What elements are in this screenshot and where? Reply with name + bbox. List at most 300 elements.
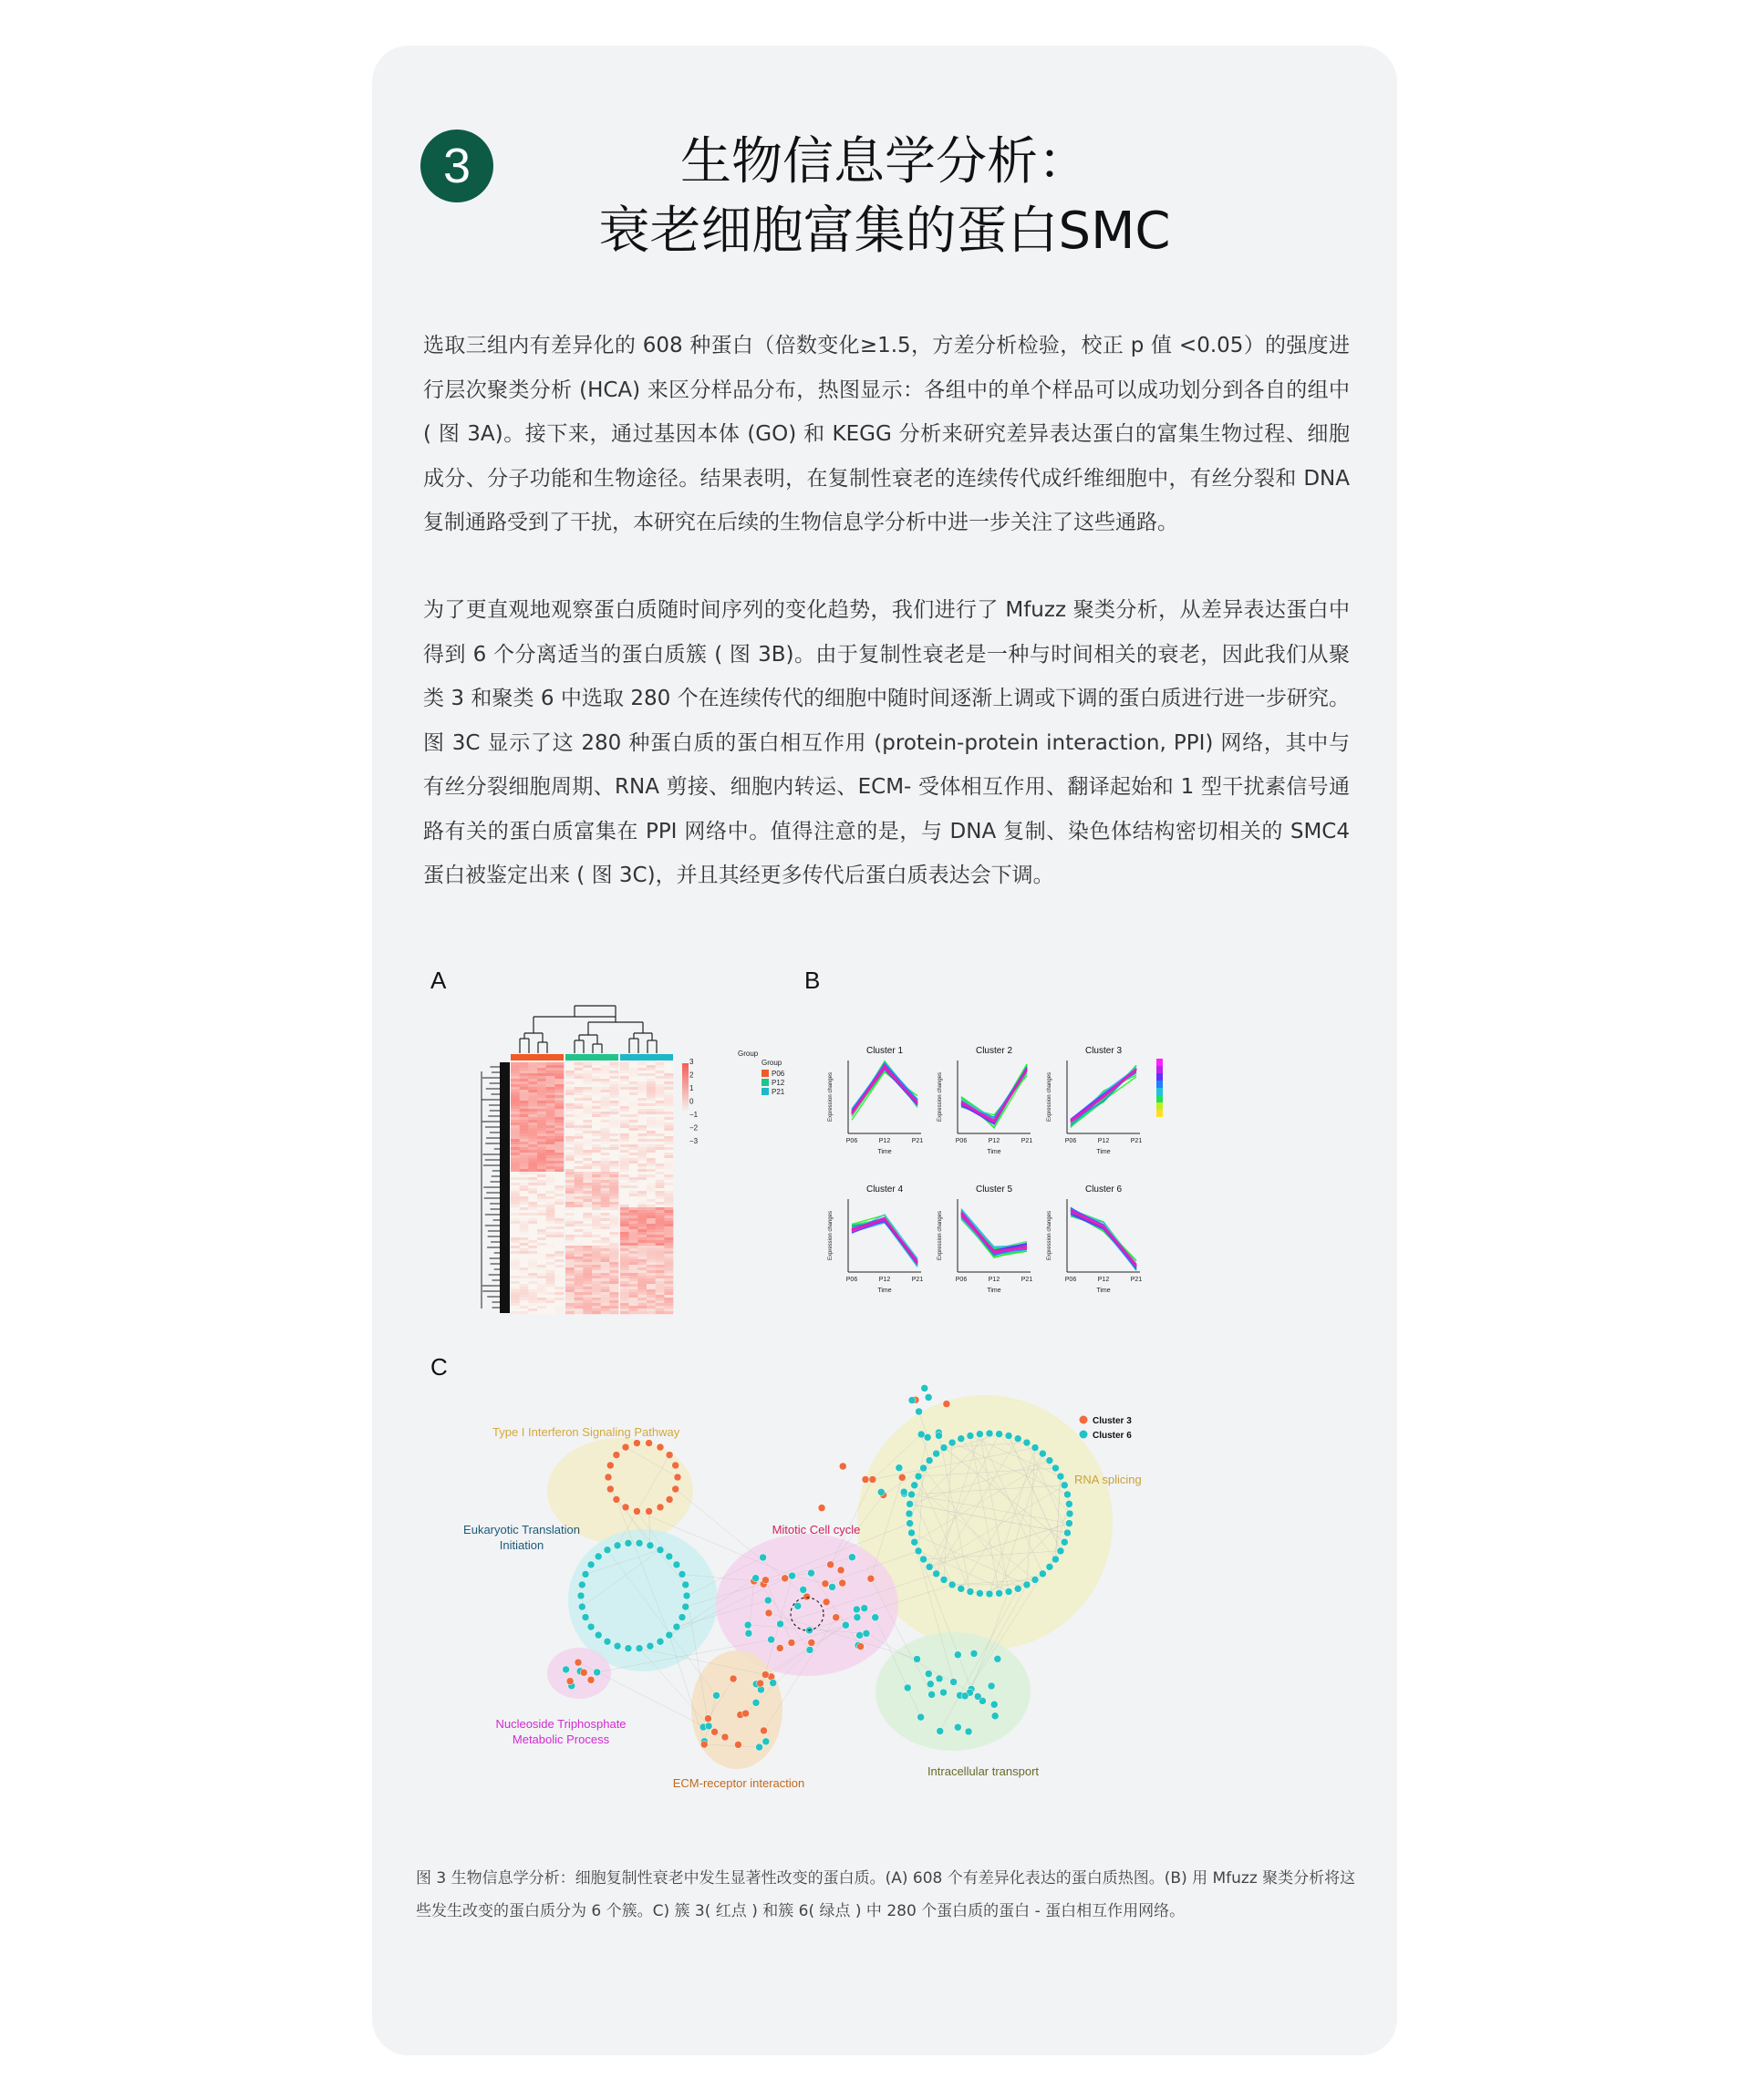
heatmap-cell bbox=[511, 1128, 520, 1131]
heatmap-cell bbox=[629, 1205, 638, 1207]
protein-node bbox=[990, 1701, 998, 1708]
heatmap-cell bbox=[592, 1166, 601, 1169]
heatmap-cell bbox=[664, 1213, 673, 1216]
heatmap-cell bbox=[520, 1185, 529, 1188]
heatmap-cell bbox=[546, 1235, 555, 1237]
heatmap-cell bbox=[565, 1229, 575, 1232]
heatmap-cell bbox=[537, 1276, 546, 1278]
cluster-panel-3 bbox=[1047, 1046, 1142, 1155]
heatmap-cell bbox=[528, 1081, 537, 1084]
heatmap-cell bbox=[537, 1292, 546, 1295]
protein-node bbox=[933, 1570, 940, 1578]
protein-node bbox=[657, 1443, 664, 1451]
heatmap-cell bbox=[647, 1095, 656, 1098]
heatmap-cell bbox=[575, 1081, 584, 1084]
heatmap-cell bbox=[629, 1199, 638, 1202]
heatmap-cell bbox=[647, 1229, 656, 1232]
heatmap-cell bbox=[629, 1079, 638, 1081]
heatmap-cell bbox=[620, 1265, 629, 1267]
heatmap-cell bbox=[554, 1237, 564, 1240]
cluster-member-line bbox=[961, 1071, 1027, 1122]
module-label: Type I Interferon Signaling Pathway bbox=[492, 1425, 680, 1439]
color-bar-step bbox=[1156, 1066, 1163, 1073]
heatmap-cell bbox=[656, 1071, 665, 1073]
protein-node bbox=[1023, 1439, 1031, 1446]
heatmap-cell bbox=[575, 1194, 584, 1196]
heatmap-cell bbox=[664, 1103, 673, 1106]
heatmap-cell bbox=[554, 1278, 564, 1281]
heatmap-cell bbox=[664, 1210, 673, 1213]
heatmap-cell bbox=[620, 1164, 629, 1166]
heatmap-cell bbox=[554, 1183, 564, 1185]
heatmap-cell bbox=[601, 1109, 610, 1112]
heatmap-cell bbox=[575, 1117, 584, 1120]
heatmap-cell bbox=[592, 1125, 601, 1128]
heatmap-cell bbox=[575, 1087, 584, 1090]
heatmap-cell bbox=[583, 1205, 592, 1207]
heatmap-cell bbox=[554, 1125, 564, 1128]
heatmap-cell bbox=[546, 1221, 555, 1224]
heatmap-cell bbox=[664, 1101, 673, 1103]
heatmap-cell bbox=[528, 1155, 537, 1158]
heatmap-cell bbox=[609, 1109, 618, 1112]
heatmap-cell bbox=[511, 1240, 520, 1243]
heatmap-cell bbox=[637, 1298, 647, 1300]
heatmap-cell bbox=[656, 1122, 665, 1125]
heatmap-cell bbox=[546, 1267, 555, 1270]
protein-node bbox=[856, 1631, 864, 1639]
heatmap-cell bbox=[656, 1205, 665, 1207]
heatmap-cell bbox=[620, 1169, 629, 1172]
heatmap-cell bbox=[601, 1202, 610, 1205]
heatmap-cell bbox=[565, 1196, 575, 1199]
x-tick-label: P06 bbox=[1064, 1138, 1077, 1144]
heatmap-cell bbox=[601, 1278, 610, 1281]
heatmap-cell bbox=[637, 1259, 647, 1262]
heatmap-cell bbox=[629, 1295, 638, 1298]
heatmap-cell bbox=[601, 1237, 610, 1240]
heatmap-cell bbox=[656, 1180, 665, 1183]
heatmap-cell bbox=[609, 1218, 618, 1221]
heatmap-cell bbox=[664, 1311, 673, 1314]
heatmap-cell bbox=[592, 1300, 601, 1303]
heatmap-cell bbox=[664, 1084, 673, 1087]
heatmap-cell bbox=[575, 1142, 584, 1144]
heatmap-cell bbox=[629, 1172, 638, 1174]
heatmap-cell bbox=[511, 1210, 520, 1213]
heatmap-cell bbox=[537, 1246, 546, 1248]
heatmap-cell bbox=[528, 1210, 537, 1213]
heatmap-cell bbox=[664, 1112, 673, 1114]
heatmap-cell bbox=[592, 1262, 601, 1265]
heatmap-cell bbox=[629, 1281, 638, 1284]
heatmap-cell bbox=[637, 1248, 647, 1251]
heatmap-cell bbox=[620, 1306, 629, 1309]
heatmap-cell bbox=[637, 1155, 647, 1158]
heatmap-cell bbox=[554, 1270, 564, 1273]
heatmap-cell bbox=[575, 1073, 584, 1076]
heatmap-cell bbox=[620, 1262, 629, 1265]
heatmap-cell bbox=[629, 1202, 638, 1205]
heatmap-cell bbox=[647, 1133, 656, 1136]
heatmap-cell bbox=[637, 1267, 647, 1270]
cluster-title: Cluster 6 bbox=[1084, 1184, 1123, 1195]
heatmap-cell bbox=[546, 1120, 555, 1122]
heatmap-cell bbox=[664, 1224, 673, 1226]
heatmap-cell bbox=[629, 1311, 638, 1314]
heatmap-cell bbox=[565, 1155, 575, 1158]
heatmap-cell bbox=[546, 1248, 555, 1251]
heatmap-cell bbox=[528, 1095, 537, 1098]
color-bar-step bbox=[1156, 1102, 1163, 1110]
heatmap-cell bbox=[601, 1265, 610, 1267]
heatmap-cell bbox=[528, 1191, 537, 1194]
heatmap-cell bbox=[546, 1084, 555, 1087]
heatmap-cell bbox=[520, 1289, 529, 1292]
heatmap-cell bbox=[609, 1180, 618, 1183]
heatmap-cell bbox=[601, 1073, 610, 1076]
heatmap-cell bbox=[537, 1248, 546, 1251]
panel-c-label: C bbox=[430, 1353, 448, 1381]
protein-node bbox=[916, 1408, 923, 1415]
heatmap-cell bbox=[629, 1081, 638, 1084]
heatmap-cell bbox=[620, 1303, 629, 1306]
heatmap-cell bbox=[511, 1092, 520, 1095]
heatmap-cell bbox=[592, 1216, 601, 1218]
heatmap-cell bbox=[664, 1155, 673, 1158]
heatmap-cell bbox=[575, 1243, 584, 1246]
heatmap-cell bbox=[620, 1246, 629, 1248]
heatmap-cell bbox=[637, 1112, 647, 1114]
heatmap-cell bbox=[664, 1122, 673, 1125]
heatmap-cell bbox=[546, 1240, 555, 1243]
heatmap-cell bbox=[575, 1177, 584, 1180]
heatmap-cell bbox=[520, 1251, 529, 1254]
heatmap-cell bbox=[575, 1147, 584, 1150]
heatmap-cell bbox=[520, 1103, 529, 1106]
protein-node bbox=[712, 1691, 720, 1699]
heatmap-cell bbox=[656, 1131, 665, 1133]
x-axis-label: Time bbox=[1096, 1149, 1111, 1155]
heatmap-cell bbox=[511, 1224, 520, 1226]
heatmap-cell bbox=[629, 1229, 638, 1232]
heatmap-cell bbox=[637, 1131, 647, 1133]
heatmap-cell bbox=[575, 1174, 584, 1177]
x-axis-label: Time bbox=[987, 1149, 1001, 1155]
x-tick-label: P06 bbox=[845, 1277, 858, 1283]
heatmap-cell bbox=[620, 1207, 629, 1210]
heatmap-cell bbox=[656, 1298, 665, 1300]
heatmap-cell bbox=[520, 1076, 529, 1079]
heatmap-cell bbox=[554, 1218, 564, 1221]
heatmap-cell bbox=[592, 1194, 601, 1196]
section-title bbox=[511, 128, 1259, 266]
heatmap-cell bbox=[511, 1216, 520, 1218]
heatmap-cell bbox=[546, 1309, 555, 1311]
heatmap-cell bbox=[537, 1270, 546, 1273]
heatmap-cell bbox=[537, 1281, 546, 1284]
heatmap-cell bbox=[511, 1289, 520, 1292]
heatmap-cell bbox=[537, 1240, 546, 1243]
heatmap-cell bbox=[520, 1243, 529, 1246]
heatmap-cell bbox=[629, 1196, 638, 1199]
heatmap-cell bbox=[511, 1131, 520, 1133]
heatmap-cell bbox=[554, 1161, 564, 1164]
heatmap-cell bbox=[637, 1303, 647, 1306]
heatmap-cell bbox=[629, 1276, 638, 1278]
heatmap-cell bbox=[511, 1229, 520, 1232]
heatmap-cell bbox=[609, 1295, 618, 1298]
heatmap-cell bbox=[537, 1095, 546, 1098]
protein-node bbox=[633, 1507, 640, 1515]
heatmap-cell bbox=[520, 1144, 529, 1147]
heatmap-cell bbox=[537, 1303, 546, 1306]
heatmap-cell bbox=[528, 1133, 537, 1136]
heatmap-cell bbox=[583, 1298, 592, 1300]
color-scale-tick: 1 bbox=[689, 1084, 694, 1092]
heatmap-cell bbox=[601, 1103, 610, 1106]
heatmap-cell bbox=[620, 1076, 629, 1079]
heatmap-cell bbox=[664, 1284, 673, 1287]
heatmap-cell bbox=[565, 1265, 575, 1267]
heatmap-cell bbox=[656, 1109, 665, 1112]
heatmap-cell bbox=[609, 1243, 618, 1246]
protein-node bbox=[920, 1556, 927, 1563]
protein-node bbox=[752, 1575, 760, 1582]
heatmap-cell bbox=[554, 1202, 564, 1205]
heatmap-cell bbox=[583, 1287, 592, 1289]
heatmap-cell bbox=[520, 1306, 529, 1309]
heatmap-cell bbox=[609, 1207, 618, 1210]
heatmap-cell bbox=[637, 1213, 647, 1216]
heatmap-cell bbox=[620, 1194, 629, 1196]
heatmap-cell bbox=[528, 1153, 537, 1155]
heatmap-cell bbox=[609, 1133, 618, 1136]
heatmap-cell bbox=[546, 1087, 555, 1090]
heatmap-cell bbox=[520, 1267, 529, 1270]
heatmap-cell bbox=[664, 1295, 673, 1298]
heatmap-cell bbox=[528, 1311, 537, 1314]
x-axis-label: Time bbox=[877, 1288, 892, 1294]
protein-node bbox=[906, 1510, 913, 1517]
heatmap-cell bbox=[511, 1232, 520, 1235]
heatmap-cell bbox=[637, 1276, 647, 1278]
protein-node bbox=[937, 1727, 944, 1734]
heatmap-cell bbox=[609, 1251, 618, 1254]
heatmap-cell bbox=[592, 1071, 601, 1073]
heatmap-cell bbox=[537, 1062, 546, 1065]
heatmap-cell bbox=[620, 1142, 629, 1144]
legend-label-p21: P21 bbox=[772, 1088, 785, 1096]
color-scale-step bbox=[682, 1096, 689, 1099]
heatmap-cell bbox=[629, 1188, 638, 1191]
heatmap-cell bbox=[520, 1180, 529, 1183]
heatmap-cell bbox=[656, 1185, 665, 1188]
heatmap-cell bbox=[511, 1237, 520, 1240]
heatmap-cell bbox=[575, 1144, 584, 1147]
heatmap-cell bbox=[620, 1257, 629, 1259]
heatmap-cell bbox=[637, 1177, 647, 1180]
heatmap-cell bbox=[537, 1169, 546, 1172]
heatmap-cell bbox=[656, 1306, 665, 1309]
heatmap-cell bbox=[647, 1114, 656, 1117]
heatmap-cell bbox=[609, 1265, 618, 1267]
protein-node bbox=[924, 1433, 931, 1441]
heatmap-cell bbox=[546, 1300, 555, 1303]
color-bar-step bbox=[1156, 1088, 1163, 1095]
heatmap-cell bbox=[575, 1300, 584, 1303]
heatmap-cell bbox=[554, 1262, 564, 1265]
heatmap-cell bbox=[575, 1232, 584, 1235]
protein-node bbox=[996, 1431, 1003, 1438]
protein-node bbox=[657, 1638, 664, 1645]
heatmap-cell bbox=[575, 1303, 584, 1306]
heatmap-cell bbox=[520, 1128, 529, 1131]
heatmap-cell bbox=[537, 1087, 546, 1090]
heatmap-cell bbox=[664, 1289, 673, 1292]
heatmap-cell bbox=[656, 1232, 665, 1235]
heatmap-cell bbox=[601, 1235, 610, 1237]
heatmap-cell bbox=[546, 1199, 555, 1202]
heatmap-cell bbox=[565, 1122, 575, 1125]
heatmap-cell bbox=[629, 1303, 638, 1306]
heatmap-cell bbox=[609, 1101, 618, 1103]
heatmap-cell bbox=[647, 1073, 656, 1076]
heatmap-cell bbox=[637, 1292, 647, 1295]
legend-swatch-p12 bbox=[762, 1079, 769, 1086]
heatmap-cell bbox=[575, 1166, 584, 1169]
heatmap-cell bbox=[637, 1262, 647, 1265]
heatmap-cell bbox=[528, 1292, 537, 1295]
heatmap-cell bbox=[537, 1216, 546, 1218]
heatmap-cell bbox=[546, 1287, 555, 1289]
heatmap-cell bbox=[620, 1229, 629, 1232]
heatmap-cell bbox=[583, 1218, 592, 1221]
heatmap-cell bbox=[554, 1191, 564, 1194]
heatmap-cell bbox=[554, 1257, 564, 1259]
heatmap-cell bbox=[520, 1071, 529, 1073]
x-tick-label: P21 bbox=[1130, 1138, 1143, 1144]
heatmap-cell bbox=[620, 1278, 629, 1281]
heatmap-cell bbox=[565, 1120, 575, 1122]
heatmap-cell bbox=[575, 1076, 584, 1079]
heatmap-cell bbox=[637, 1232, 647, 1235]
heatmap-cell bbox=[583, 1289, 592, 1292]
heatmap-cell bbox=[601, 1125, 610, 1128]
protein-node bbox=[928, 1691, 936, 1698]
heatmap-cell bbox=[537, 1207, 546, 1210]
heatmap-cell bbox=[592, 1235, 601, 1237]
heatmap-cell bbox=[664, 1254, 673, 1257]
heatmap-cell bbox=[583, 1270, 592, 1273]
heatmap-cell bbox=[554, 1131, 564, 1133]
heatmap-cell bbox=[592, 1185, 601, 1188]
heatmap-cell bbox=[511, 1270, 520, 1273]
heatmap-cell bbox=[511, 1259, 520, 1262]
heatmap-cell bbox=[664, 1144, 673, 1147]
heatmap-cell bbox=[554, 1090, 564, 1092]
heatmap-cell bbox=[592, 1298, 601, 1300]
heatmap-cell bbox=[528, 1136, 537, 1139]
heatmap-cell bbox=[546, 1218, 555, 1221]
ppi-network-figure bbox=[447, 1377, 1195, 1805]
heatmap-cell bbox=[656, 1068, 665, 1071]
heatmap-cell bbox=[583, 1232, 592, 1235]
heatmap-cell bbox=[511, 1295, 520, 1298]
heatmap-cell bbox=[583, 1087, 592, 1090]
heatmap-cell bbox=[528, 1226, 537, 1229]
group-color-bar bbox=[511, 1054, 673, 1060]
heatmap-cell bbox=[554, 1101, 564, 1103]
protein-node bbox=[679, 1570, 686, 1578]
heatmap-cell bbox=[528, 1284, 537, 1287]
heatmap-cell bbox=[546, 1259, 555, 1262]
protein-node bbox=[829, 1583, 836, 1590]
heatmap-cell bbox=[565, 1273, 575, 1276]
protein-node bbox=[587, 1676, 595, 1683]
x-tick-label: P21 bbox=[1021, 1277, 1033, 1283]
heatmap-cell bbox=[620, 1174, 629, 1177]
heatmap-cell bbox=[575, 1106, 584, 1109]
heatmap-cell bbox=[656, 1295, 665, 1298]
heatmap-cell bbox=[520, 1194, 529, 1196]
heatmap-cell bbox=[546, 1185, 555, 1188]
heatmap-cell bbox=[511, 1248, 520, 1251]
heatmap-cell bbox=[537, 1295, 546, 1298]
heatmap-cell bbox=[575, 1257, 584, 1259]
heatmap-cell bbox=[546, 1081, 555, 1084]
heatmap-cell bbox=[620, 1084, 629, 1087]
heatmap-cell bbox=[637, 1106, 647, 1109]
heatmap-cell bbox=[620, 1243, 629, 1246]
protein-node bbox=[877, 1488, 885, 1495]
y-axis-label: Expression changes bbox=[1047, 1210, 1052, 1261]
heatmap-cell bbox=[609, 1065, 618, 1068]
heatmap-cell bbox=[664, 1068, 673, 1071]
heatmap-cell bbox=[575, 1205, 584, 1207]
heatmap-figure bbox=[463, 998, 819, 1318]
heatmap-cell bbox=[620, 1199, 629, 1202]
heatmap-cell bbox=[565, 1087, 575, 1090]
color-scale-tick: −3 bbox=[689, 1137, 699, 1145]
heatmap-cell bbox=[511, 1243, 520, 1246]
heatmap-cell bbox=[565, 1174, 575, 1177]
section-number-badge: 3 bbox=[420, 129, 493, 202]
heatmap-cell bbox=[637, 1218, 647, 1221]
protein-node bbox=[954, 1723, 961, 1731]
heatmap-cell bbox=[583, 1112, 592, 1114]
heatmap-cell bbox=[554, 1292, 564, 1295]
heatmap-cell bbox=[546, 1174, 555, 1177]
protein-node bbox=[674, 1474, 681, 1481]
heatmap-cell bbox=[629, 1240, 638, 1243]
heatmap-cell bbox=[656, 1254, 665, 1257]
heatmap-cell bbox=[601, 1199, 610, 1202]
heatmap-cell bbox=[554, 1311, 564, 1314]
heatmap-cell bbox=[664, 1081, 673, 1084]
heatmap-cell bbox=[647, 1183, 656, 1185]
heatmap-cell bbox=[511, 1125, 520, 1128]
heatmap-cell bbox=[554, 1071, 564, 1073]
cluster-member-line bbox=[961, 1065, 1027, 1120]
heatmap-cell bbox=[520, 1303, 529, 1306]
heatmap-cell bbox=[656, 1120, 665, 1122]
heatmap-cell bbox=[637, 1309, 647, 1311]
protein-node bbox=[861, 1605, 868, 1612]
heatmap-cell bbox=[554, 1142, 564, 1144]
heatmap-cell bbox=[546, 1183, 555, 1185]
heatmap-cell bbox=[565, 1292, 575, 1295]
